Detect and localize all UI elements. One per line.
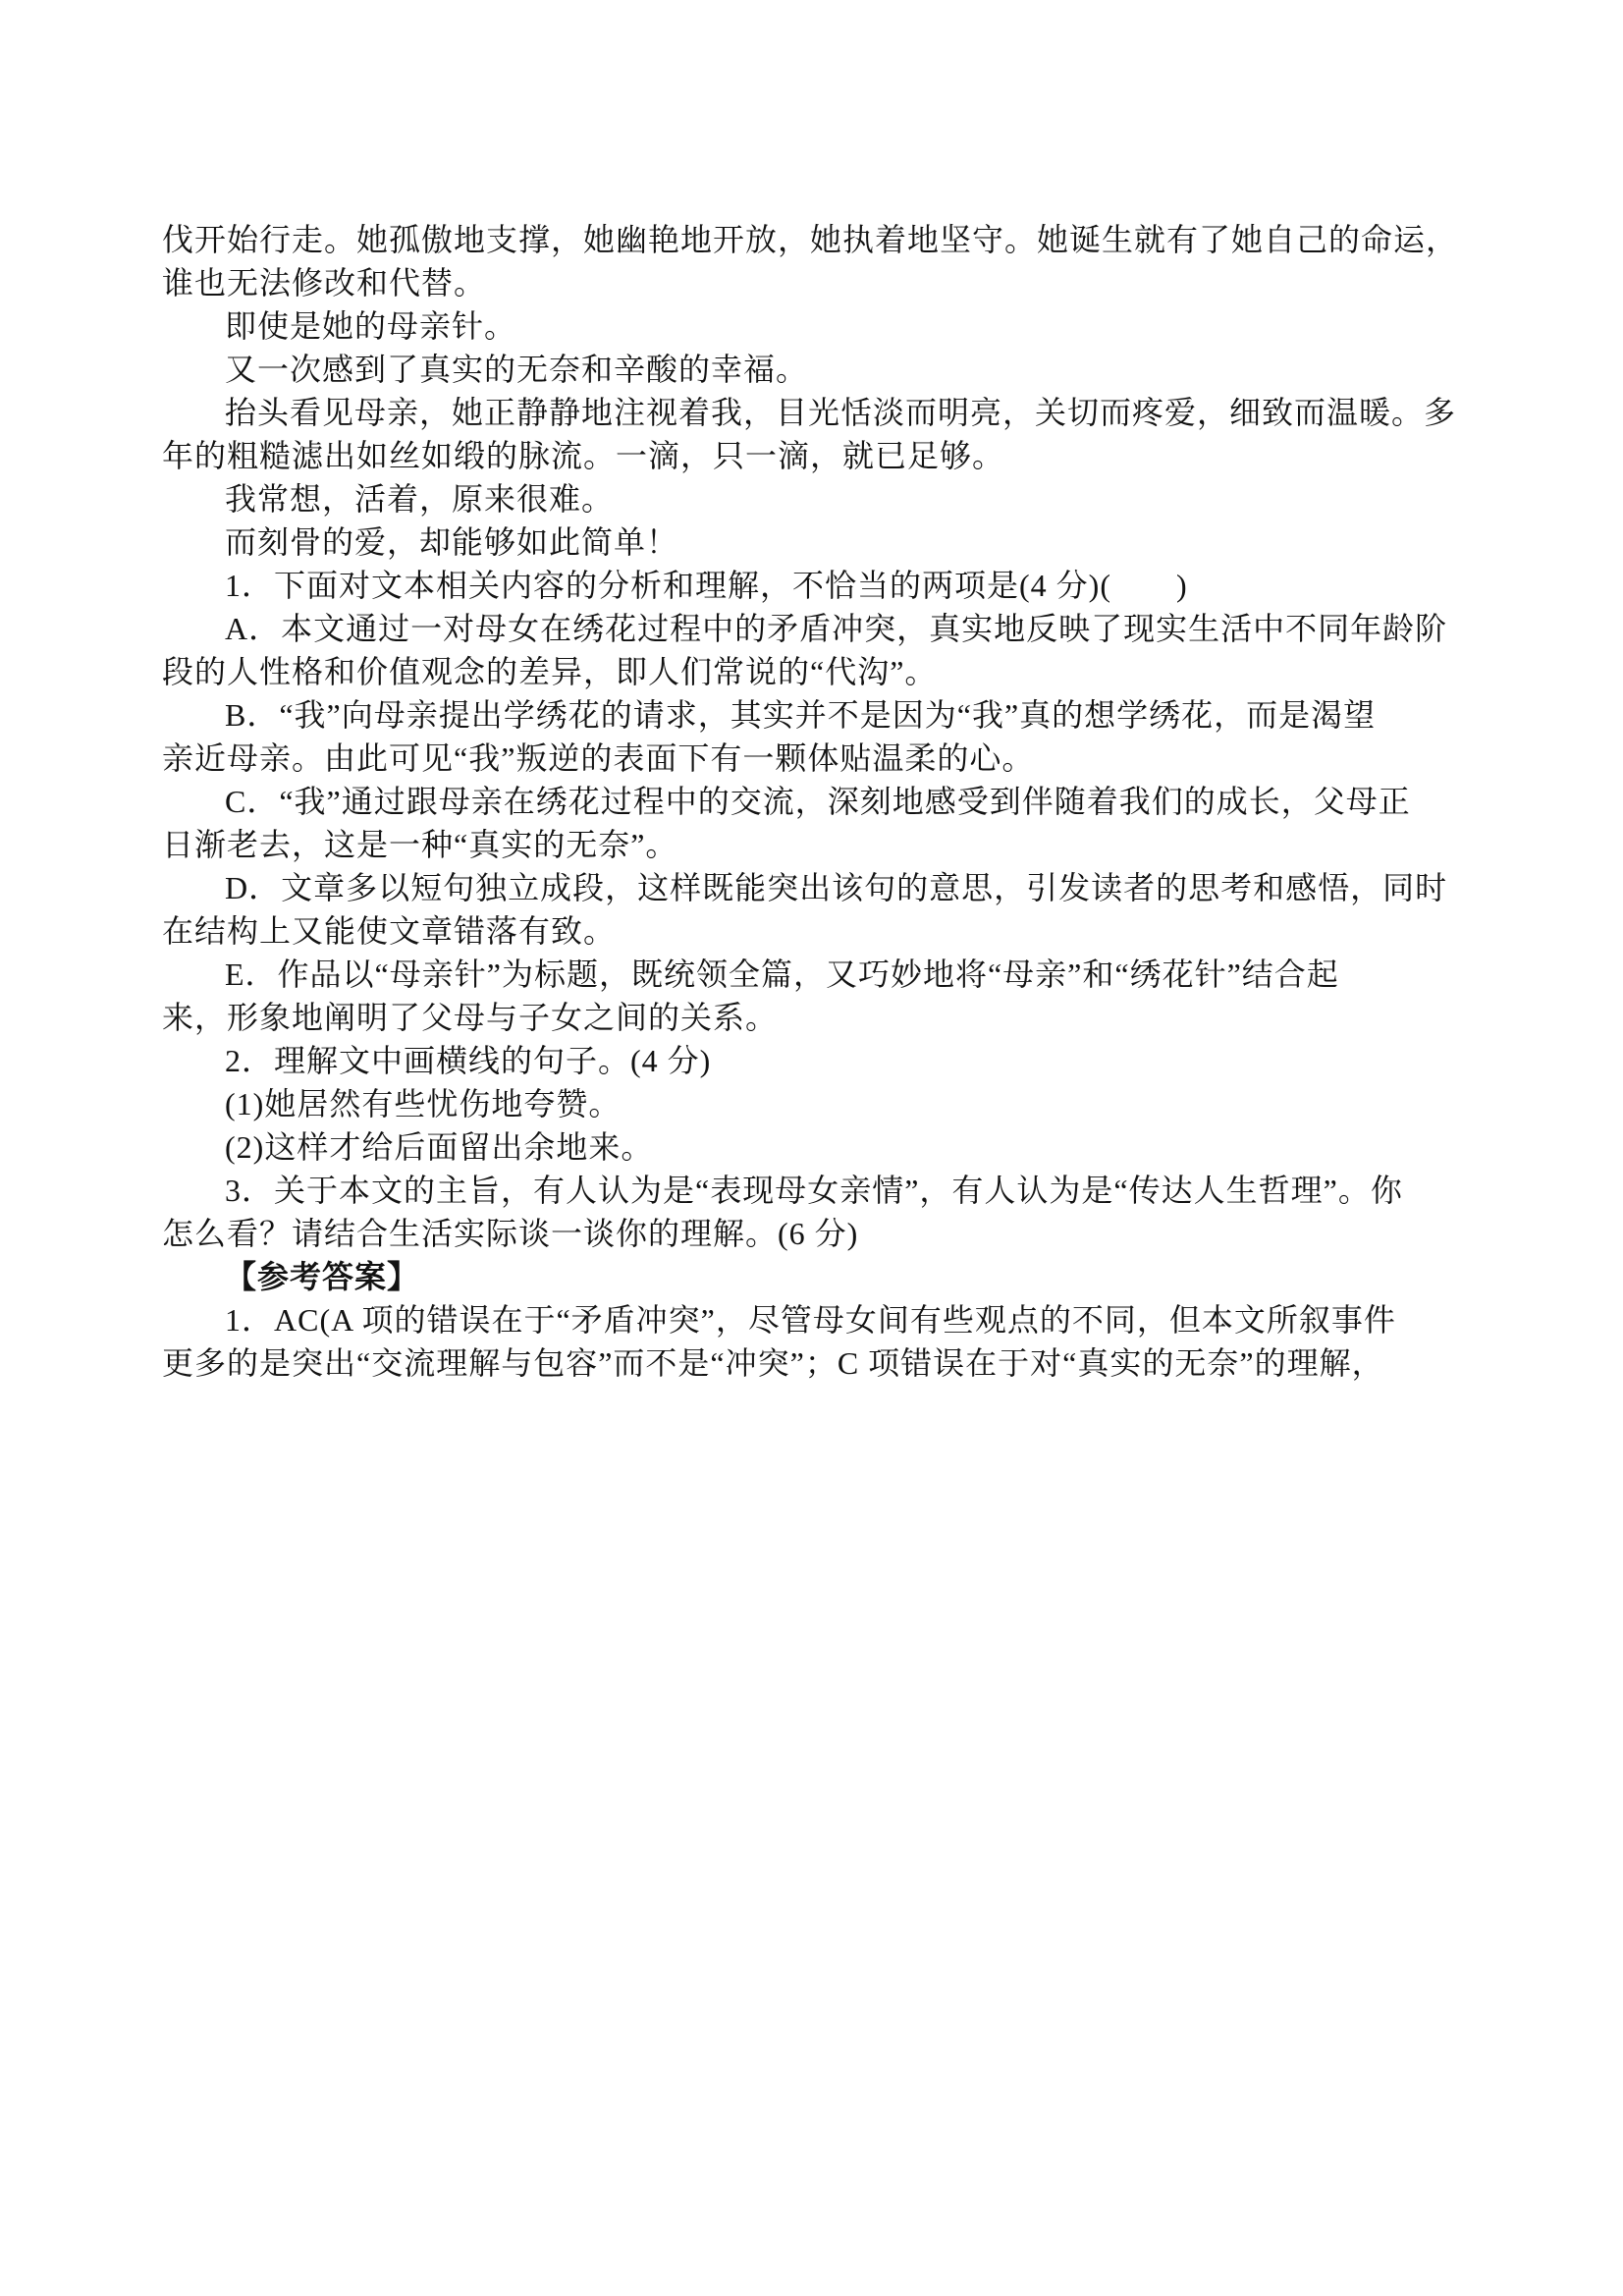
question-1-option-c-line-2: 日渐老去，这是一种“真实的无奈”。 (162, 827, 678, 862)
question-1-option-b-line-1: B．“我”向母亲提出学绣花的请求，其实并不是因为“我”真的想学绣花，而是渴望 (225, 697, 1377, 733)
question-2-sub-1: (1)她居然有些忧伤地夸赞。 (225, 1086, 622, 1121)
question-1-option-a-line-1: A．本文通过一对母女在绣花过程中的矛盾冲突，真实地反映了现实生活中不同年龄阶 (225, 611, 1448, 646)
question-1-option-b-line-2: 亲近母亲。由此可见“我”叛逆的表面下有一颗体贴温柔的心。 (162, 740, 1035, 776)
passage-line-1: 伐开始行走。她孤傲地支撑，她幽艳地开放，她执着地坚守。她诞生就有了她自己的命运， (162, 222, 1459, 257)
answer-1-line-2: 更多的是突出“交流理解与包容”而不是“冲突”；C 项错误在于对“真实的无奈”的理解， (162, 1345, 1384, 1381)
question-1-prompt: 1．下面对文本相关内容的分析和理解，不恰当的两项是(4 分)( ) (225, 568, 1188, 603)
question-1-option-e-line-2: 来，形象地阐明了父母与子女之间的关系。 (162, 1000, 779, 1035)
answer-1-line-1: 1．AC(A 项的错误在于“矛盾冲突”，尽管母女间有些观点的不同，但本文所叙事件 (225, 1302, 1396, 1338)
passage-line-2: 谁也无法修改和代替。 (162, 265, 487, 301)
question-3-line-1: 3．关于本文的主旨，有人认为是“表现母女亲情”，有人认为是“传达人生哲理”。你 (225, 1173, 1403, 1208)
passage-line-4: 又一次感到了真实的无奈和辛酸的幸福。 (225, 352, 809, 387)
question-1-option-c-line-1: C．“我”通过跟母亲在绣花过程中的交流，深刻地感受到伴随着我们的成长，父母正 (225, 784, 1411, 819)
passage-line-5: 抬头看见母亲，她正静静地注视着我，目光恬淡而明亮，关切而疼爱，细致而温暖。多 (225, 395, 1457, 430)
passage-line-8: 而刻骨的爱，却能够如此简单！ (225, 524, 679, 560)
question-2-prompt: 2．理解文中画横线的句子。(4 分) (225, 1043, 712, 1078)
question-1-option-a-line-2: 段的人性格和价值观念的差异，即人们常说的“代沟”。 (162, 654, 938, 689)
question-3-line-2: 怎么看？请结合生活实际谈一谈你的理解。(6 分) (162, 1216, 859, 1251)
passage-line-6: 年的粗糙滤出如丝如缎的脉流。一滴，只一滴，就已足够。 (162, 438, 1005, 473)
reference-answers-heading: 【参考答案】 (225, 1259, 420, 1294)
question-1-option-d-line-1: D．文章多以短句独立成段，这样既能突出该句的意思，引发读者的思考和感悟，同时 (225, 870, 1448, 905)
question-2-sub-2: (2)这样才给后面留出余地来。 (225, 1129, 654, 1165)
question-1-option-d-line-2: 在结构上又能使文章错落有致。 (162, 913, 617, 949)
question-1-option-e-line-1: E．作品以“母亲针”为标题，既统领全篇，又巧妙地将“母亲”和“绣花针”结合起 (225, 957, 1339, 992)
passage-line-7: 我常想，活着，原来很难。 (225, 481, 615, 517)
passage-line-3: 即使是她的母亲针。 (225, 308, 517, 344)
